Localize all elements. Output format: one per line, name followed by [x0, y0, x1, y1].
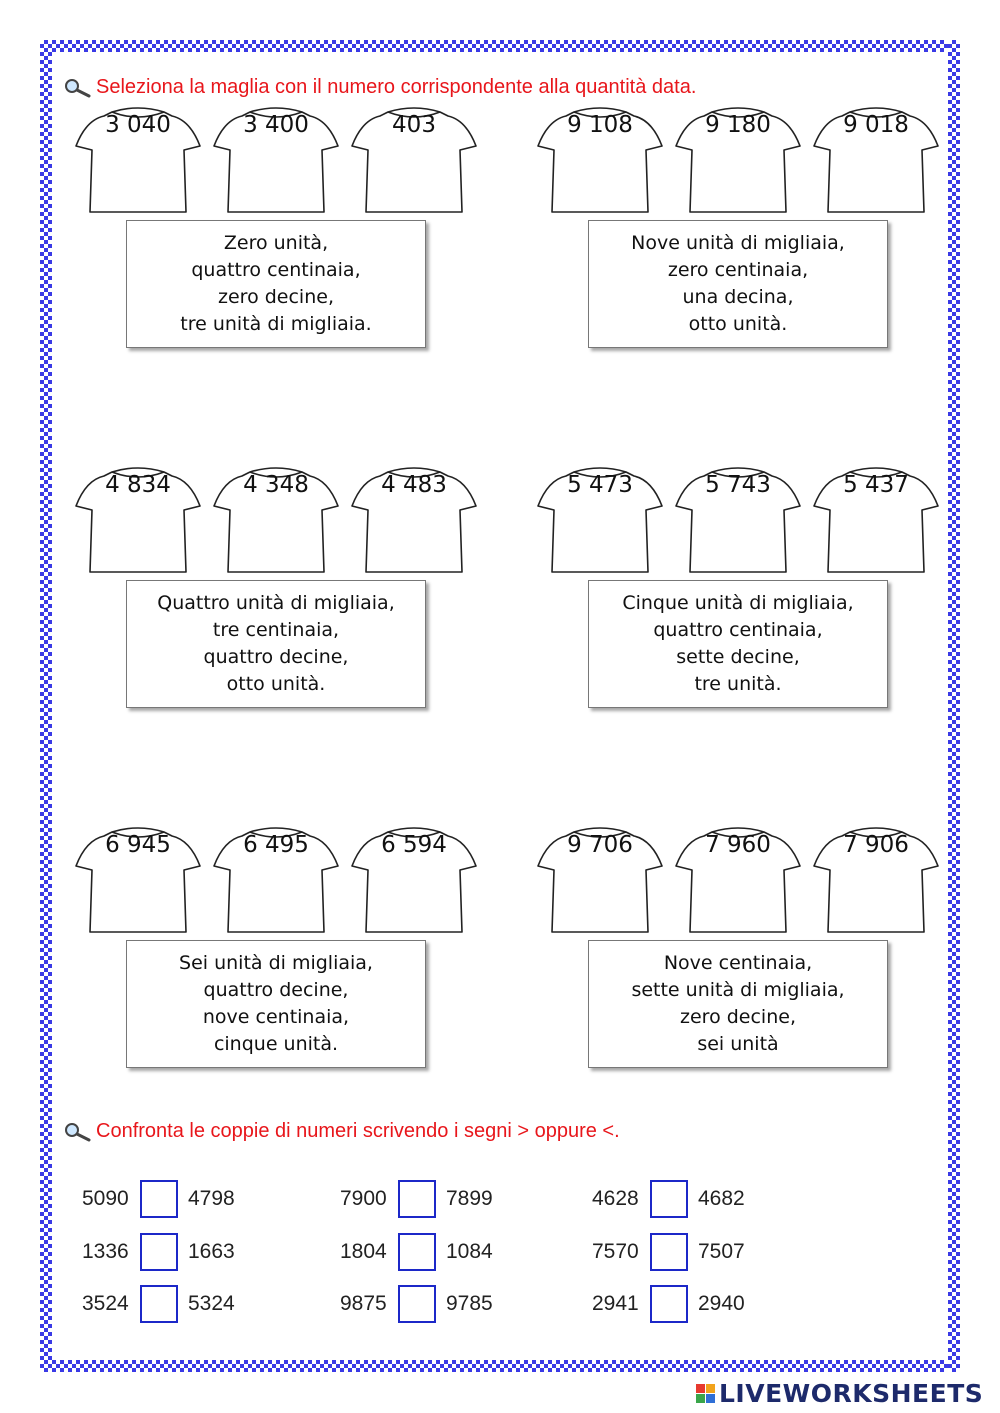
description-line: otto unità.: [226, 673, 326, 695]
description-line: Nove centinaia,: [663, 952, 813, 974]
shirt-number: 4 348: [243, 472, 309, 498]
description-line: sette decine,: [676, 646, 800, 668]
shirt-number: 6 945: [105, 832, 171, 858]
shirt-number: 5 743: [705, 472, 771, 498]
description-line: zero centinaia,: [667, 259, 809, 281]
description-line: Cinque unità di migliaia,: [622, 592, 854, 614]
description-line: Zero unità,: [223, 232, 329, 254]
border-top: [40, 40, 960, 52]
instruction-text: Seleziona la maglia con il numero corrispondente alla quantità data.: [96, 76, 697, 98]
description-line: tre unità di migliaia.: [180, 313, 372, 335]
shirt-option[interactable]: [534, 820, 666, 950]
answer-box[interactable]: [650, 1285, 688, 1323]
description-line: tre centinaia,: [212, 619, 340, 641]
instruction-select-shirt: [62, 76, 696, 99]
description-line: quattro decine,: [203, 646, 349, 668]
answer-box[interactable]: [650, 1233, 688, 1271]
shirt-option[interactable]: [672, 460, 804, 590]
right-number: 2940: [698, 1292, 745, 1315]
shirt-option[interactable]: [348, 460, 480, 590]
shirt-number: 7 960: [705, 832, 771, 858]
quantity-description: [126, 220, 426, 348]
quantity-description: [588, 940, 888, 1068]
shirt-number: 6 495: [243, 832, 309, 858]
shirt-option[interactable]: [210, 100, 342, 230]
left-number: 7570: [592, 1240, 639, 1263]
shirt-option[interactable]: [810, 820, 942, 950]
shirt-option[interactable]: [210, 460, 342, 590]
description-line: sette unità di migliaia,: [631, 979, 845, 1001]
instruction-text: Confronta le coppie di numeri scrivendo i segni > oppure <.: [96, 1120, 620, 1142]
shirt-number: 7 906: [843, 832, 909, 858]
comparison-pair: [592, 1285, 758, 1323]
description-line: sei unità: [697, 1033, 779, 1055]
description-line: Nove unità di migliaia,: [631, 232, 845, 254]
shirt-option[interactable]: [810, 460, 942, 590]
description-line: zero decine,: [680, 1006, 796, 1028]
answer-box[interactable]: [140, 1285, 178, 1323]
border-bottom: [40, 1360, 960, 1372]
shirt-option[interactable]: [534, 100, 666, 230]
shirt-option[interactable]: [810, 100, 942, 230]
shirt-number: 9 018: [843, 112, 909, 138]
shirt-option[interactable]: [72, 100, 204, 230]
description-line: Quattro unità di migliaia,: [157, 592, 395, 614]
left-number: 9875: [340, 1292, 387, 1315]
comparison-pair: [592, 1180, 758, 1218]
answer-box[interactable]: [140, 1233, 178, 1271]
quantity-description: [126, 580, 426, 708]
answer-box[interactable]: [650, 1180, 688, 1218]
description-line: quattro centinaia,: [191, 259, 361, 281]
shirt-option[interactable]: [72, 460, 204, 590]
comparison-pair: [82, 1285, 248, 1323]
left-number: 1336: [82, 1240, 129, 1263]
shirt-number: 403: [392, 112, 436, 138]
description-line: Sei unità di migliaia,: [179, 952, 373, 974]
shirt-number: 9 706: [567, 832, 633, 858]
shirt-option[interactable]: [72, 820, 204, 950]
magnifier-icon: [62, 77, 92, 99]
shirt-number: 3 040: [105, 112, 171, 138]
brand-text: LIVEWORKSHEETS: [719, 1379, 984, 1408]
description-line: una decina,: [682, 286, 794, 308]
description-line: otto unità.: [688, 313, 788, 335]
shirt-number: 9 180: [705, 112, 771, 138]
answer-box[interactable]: [398, 1233, 436, 1271]
logo-mark-icon: [696, 1384, 715, 1403]
left-number: 7900: [340, 1187, 387, 1210]
comparison-pair: [82, 1233, 248, 1271]
answer-box[interactable]: [140, 1180, 178, 1218]
comparison-pair: [82, 1180, 248, 1218]
shirt-number: 5 437: [843, 472, 909, 498]
description-line: tre unità.: [694, 673, 782, 695]
shirt-number: 9 108: [567, 112, 633, 138]
right-number: 5324: [188, 1292, 235, 1315]
comparison-pair: [340, 1233, 506, 1271]
border-right: [948, 40, 960, 1372]
shirt-number: 4 483: [381, 472, 447, 498]
instruction-compare: [62, 1120, 620, 1143]
border-left: [40, 40, 52, 1372]
right-number: 1663: [188, 1240, 235, 1263]
comparison-pair: [592, 1233, 758, 1271]
left-number: 2941: [592, 1292, 639, 1315]
quantity-description: [588, 580, 888, 708]
right-number: 4798: [188, 1187, 235, 1210]
shirt-number: 3 400: [243, 112, 309, 138]
shirt-number: 6 594: [381, 832, 447, 858]
quantity-description: [588, 220, 888, 348]
shirt-option[interactable]: [672, 820, 804, 950]
shirt-number: 5 473: [567, 472, 633, 498]
left-number: 3524: [82, 1292, 129, 1315]
comparison-pair: [340, 1180, 506, 1218]
shirt-option[interactable]: [210, 820, 342, 950]
comparison-pair: [340, 1285, 506, 1323]
description-line: cinque unità.: [213, 1033, 339, 1055]
shirt-option[interactable]: [348, 100, 480, 230]
left-number: 4628: [592, 1187, 639, 1210]
description-line: quattro decine,: [203, 979, 349, 1001]
answer-box[interactable]: [398, 1285, 436, 1323]
right-number: 7507: [698, 1240, 745, 1263]
magnifier-icon: [62, 1121, 92, 1143]
left-number: 5090: [82, 1187, 129, 1210]
answer-box[interactable]: [398, 1180, 436, 1218]
shirt-option[interactable]: [534, 460, 666, 590]
description-line: nove centinaia,: [202, 1006, 350, 1028]
liveworksheets-logo: [696, 1379, 983, 1408]
right-number: 1084: [446, 1240, 493, 1263]
right-number: 7899: [446, 1187, 493, 1210]
shirt-option[interactable]: [348, 820, 480, 950]
description-line: quattro centinaia,: [653, 619, 823, 641]
description-line: zero decine,: [218, 286, 334, 308]
shirt-number: 4 834: [105, 472, 171, 498]
right-number: 9785: [446, 1292, 493, 1315]
quantity-description: [126, 940, 426, 1068]
right-number: 4682: [698, 1187, 745, 1210]
shirt-option[interactable]: [672, 100, 804, 230]
left-number: 1804: [340, 1240, 387, 1263]
